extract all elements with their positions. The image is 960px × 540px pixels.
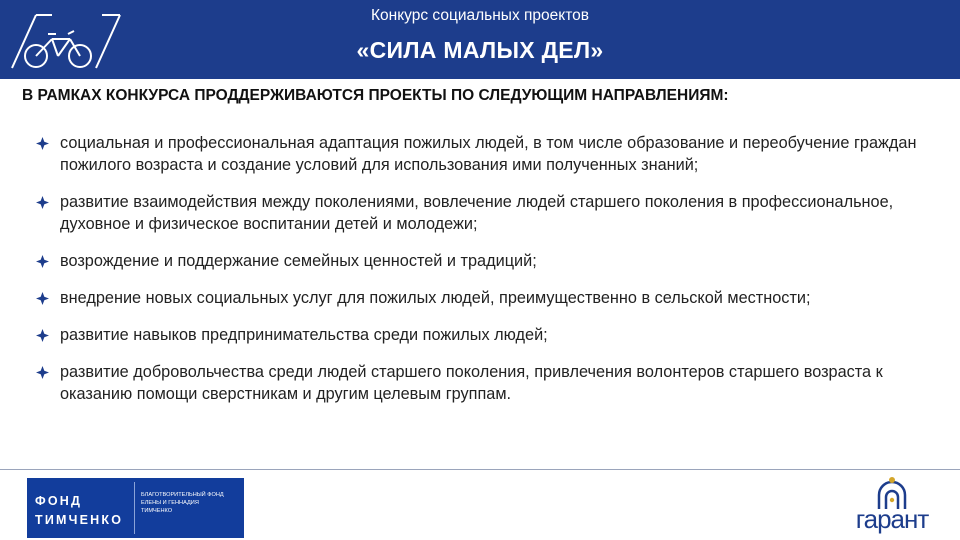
timchenko-fund-logo (27, 478, 244, 538)
fund-name-line1: ФОНД (35, 494, 83, 508)
list-item-text: развитие добровольчества среди людей старшего поколения, привлечения волонтеров старшего возраста к оказанию помощи сверстникам и другим целевым группам. (60, 363, 883, 403)
diamond-bullet-icon (36, 137, 49, 150)
list-item-text: социальная и профессиональная адаптация пожилых людей, в том числе образование и переобучение граждан пожилого возраста и создание условий для использования ими полученных знаний; (60, 134, 917, 174)
diamond-bullet-icon (36, 329, 49, 342)
list-item-text: развитие взаимодействия между поколениями, вовлечение людей старшего поколения в профессиональное, духовное и физическое воспитании детей и молодежи; (60, 193, 894, 233)
header-bar (0, 0, 960, 79)
header-title: «СИЛА МАЛЫХ ДЕЛ» (356, 37, 604, 63)
garant-logo (842, 476, 942, 536)
directions-list (36, 132, 936, 420)
list-item-text: развитие навыков предпринимательства среди пожилых людей; (60, 326, 548, 344)
list-item (36, 191, 936, 235)
fund-name (35, 492, 130, 530)
diamond-bullet-icon (36, 366, 49, 379)
list-item (36, 287, 936, 309)
section-heading: В РАМКАХ КОНКУРСА ПРОДДЕРЖИВАЮТСЯ ПРОЕКТЫ ПО СЛЕДУЮЩИМ НАПРАВЛЕНИЯМ: (22, 87, 729, 104)
list-item-text: внедрение новых социальных услуг для пожилых людей, преимущественно в сельской местности; (60, 289, 811, 307)
garant-wordmark: гарант (855, 504, 929, 534)
fund-desc-line1: БЛАГОТВОРИТЕЛЬНЫЙ ФОНД (141, 492, 224, 498)
list-item (36, 250, 936, 272)
diamond-bullet-icon (36, 255, 49, 268)
fund-desc-line3: ТИМЧЕНКО (141, 508, 173, 514)
header-subtitle: Конкурс социальных проектов (371, 7, 589, 24)
fund-description (141, 491, 241, 515)
diamond-bullet-icon (36, 196, 49, 209)
list-item (36, 361, 936, 405)
fund-name-line2: ТИМЧЕНКО (35, 513, 124, 527)
diamond-bullet-icon (36, 292, 49, 305)
list-item (36, 132, 936, 176)
list-item-text: возрождение и поддержание семейных ценностей и традиций; (60, 252, 537, 270)
list-item (36, 324, 936, 346)
fund-logo-divider (134, 482, 135, 534)
fund-desc-line2: ЕЛЕНЫ И ГЕННАДИЯ (141, 500, 199, 506)
